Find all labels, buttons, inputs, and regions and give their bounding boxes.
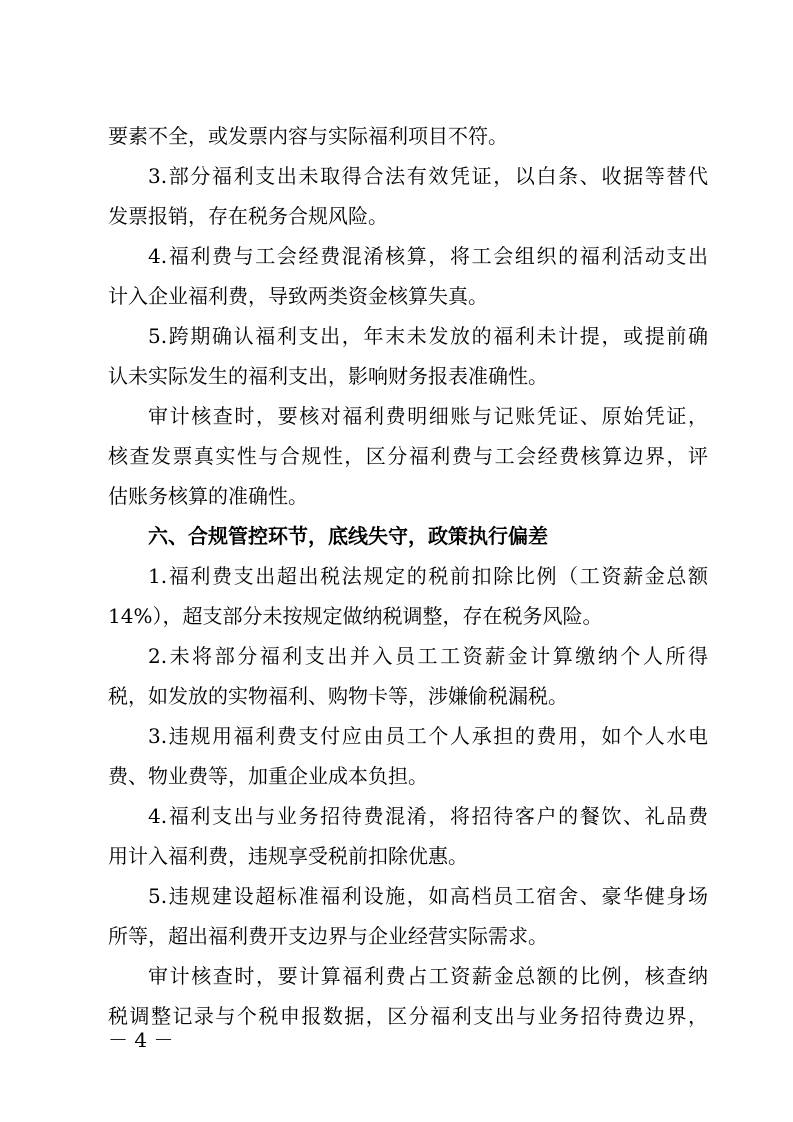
text-line: 5.跨期确认福利支出，年末未发放的福利未计提，或提前确 [148, 324, 708, 348]
text-line: 估账务核算的准确性。 [108, 484, 308, 508]
text-line: 1.福利费支出超出税法规定的税前扣除比例（工资薪金总额 [148, 564, 708, 588]
text-line: 计入企业福利费，导致两类资金核算失真。 [108, 284, 488, 308]
text-line: 税，如发放的实物福利、购物卡等，涉嫌偷税漏税。 [108, 684, 568, 708]
text-line: 5.违规建设超标准福利设施，如高档员工宿舍、豪华健身场 [148, 884, 708, 908]
text-line: 核查发票真实性与合规性，区分福利费与工会经费核算边界，评 [108, 444, 708, 468]
text-line: 审计核查时，要计算福利费占工资薪金总额的比例，核查纳 [148, 964, 708, 988]
text-line: 费、物业费等，加重企业成本负担。 [108, 764, 428, 788]
text-line: 认未实际发生的福利支出，影响财务报表准确性。 [108, 364, 548, 388]
text-line: 14%），超支部分未按规定做纳税调整，存在税务风险。 [108, 604, 603, 628]
text-line: 2.未将部分福利支出并入员工工资薪金计算缴纳个人所得 [148, 644, 708, 668]
text-line: 用计入福利费，违规享受税前扣除优惠。 [108, 844, 468, 868]
text-line: 所等，超出福利费开支边界与企业经营实际需求。 [108, 924, 548, 948]
text-line: 发票报销，存在税务合规风险。 [108, 204, 388, 228]
page-number: － 4 － [108, 1028, 174, 1052]
text-line: 要素不全，或发票内容与实际福利项目不符。 [108, 124, 508, 148]
text-line: 3.部分福利支出未取得合法有效凭证，以白条、收据等替代 [148, 164, 708, 188]
text-line: 审计核查时，要核对福利费明细账与记账凭证、原始凭证， [148, 404, 708, 428]
text-line: 税调整记录与个税申报数据，区分福利支出与业务招待费边界， [108, 1004, 708, 1028]
section-heading: 六、合规管控环节，底线失守，政策执行偏差 [148, 524, 548, 548]
text-line: 4.福利费与工会经费混淆核算，将工会组织的福利活动支出 [148, 244, 708, 268]
text-line: 4.福利支出与业务招待费混淆，将招待客户的餐饮、礼品费 [148, 804, 708, 828]
text-line: 3.违规用福利费支付应由员工个人承担的费用，如个人水电 [148, 724, 708, 748]
